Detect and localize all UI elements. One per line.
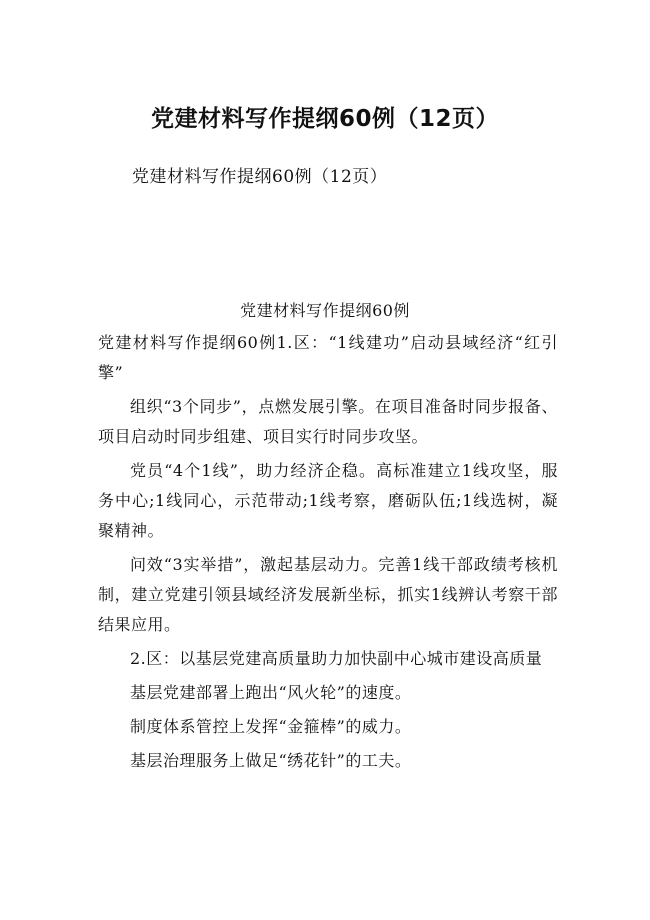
document-title: 党建材料写作提纲60例（12页） [150,106,499,132]
paragraph-6: 基层党建部署上跑出“风火轮”的速度。 [130,683,412,702]
paragraph-3: 党员“4个1线”，助力经济企稳。高标准建立1线攻坚，服务中心;1线同心，示范带动;1线考察，磨砺队伍;1线选树，凝聚精神。 [98,461,558,540]
paragraph-4: 问效“3实举措”，激起基层动力。完善1线干部政绩考核机制，建立党建引领县域经济发展新坐标，抓实1线辨认考察干部结果应用。 [98,555,558,634]
section-heading: 党建材料写作提纲60例 [240,301,410,320]
paragraph-5: 2.区：以基层党建高质量助力加快副中心城市建设高质量 [130,649,543,668]
paragraph-2: 组织“3个同步”，点燃发展引擎。在项目准备时同步报备、项目启动时同步组建、项目实行时同步攻坚。 [98,397,558,446]
document-body [98,328,558,776]
paragraph-1: 党建材料写作提纲60例1.区：“1线建功”启动县域经济“红引擎” [98,333,558,382]
paragraph-7: 制度体系管控上发挥“金箍棒”的威力。 [130,717,412,736]
document-subtitle: 党建材料写作提纲60例（12页） [132,167,388,187]
paragraph-8: 基层治理服务上做足“绣花针”的工夫。 [130,751,412,770]
